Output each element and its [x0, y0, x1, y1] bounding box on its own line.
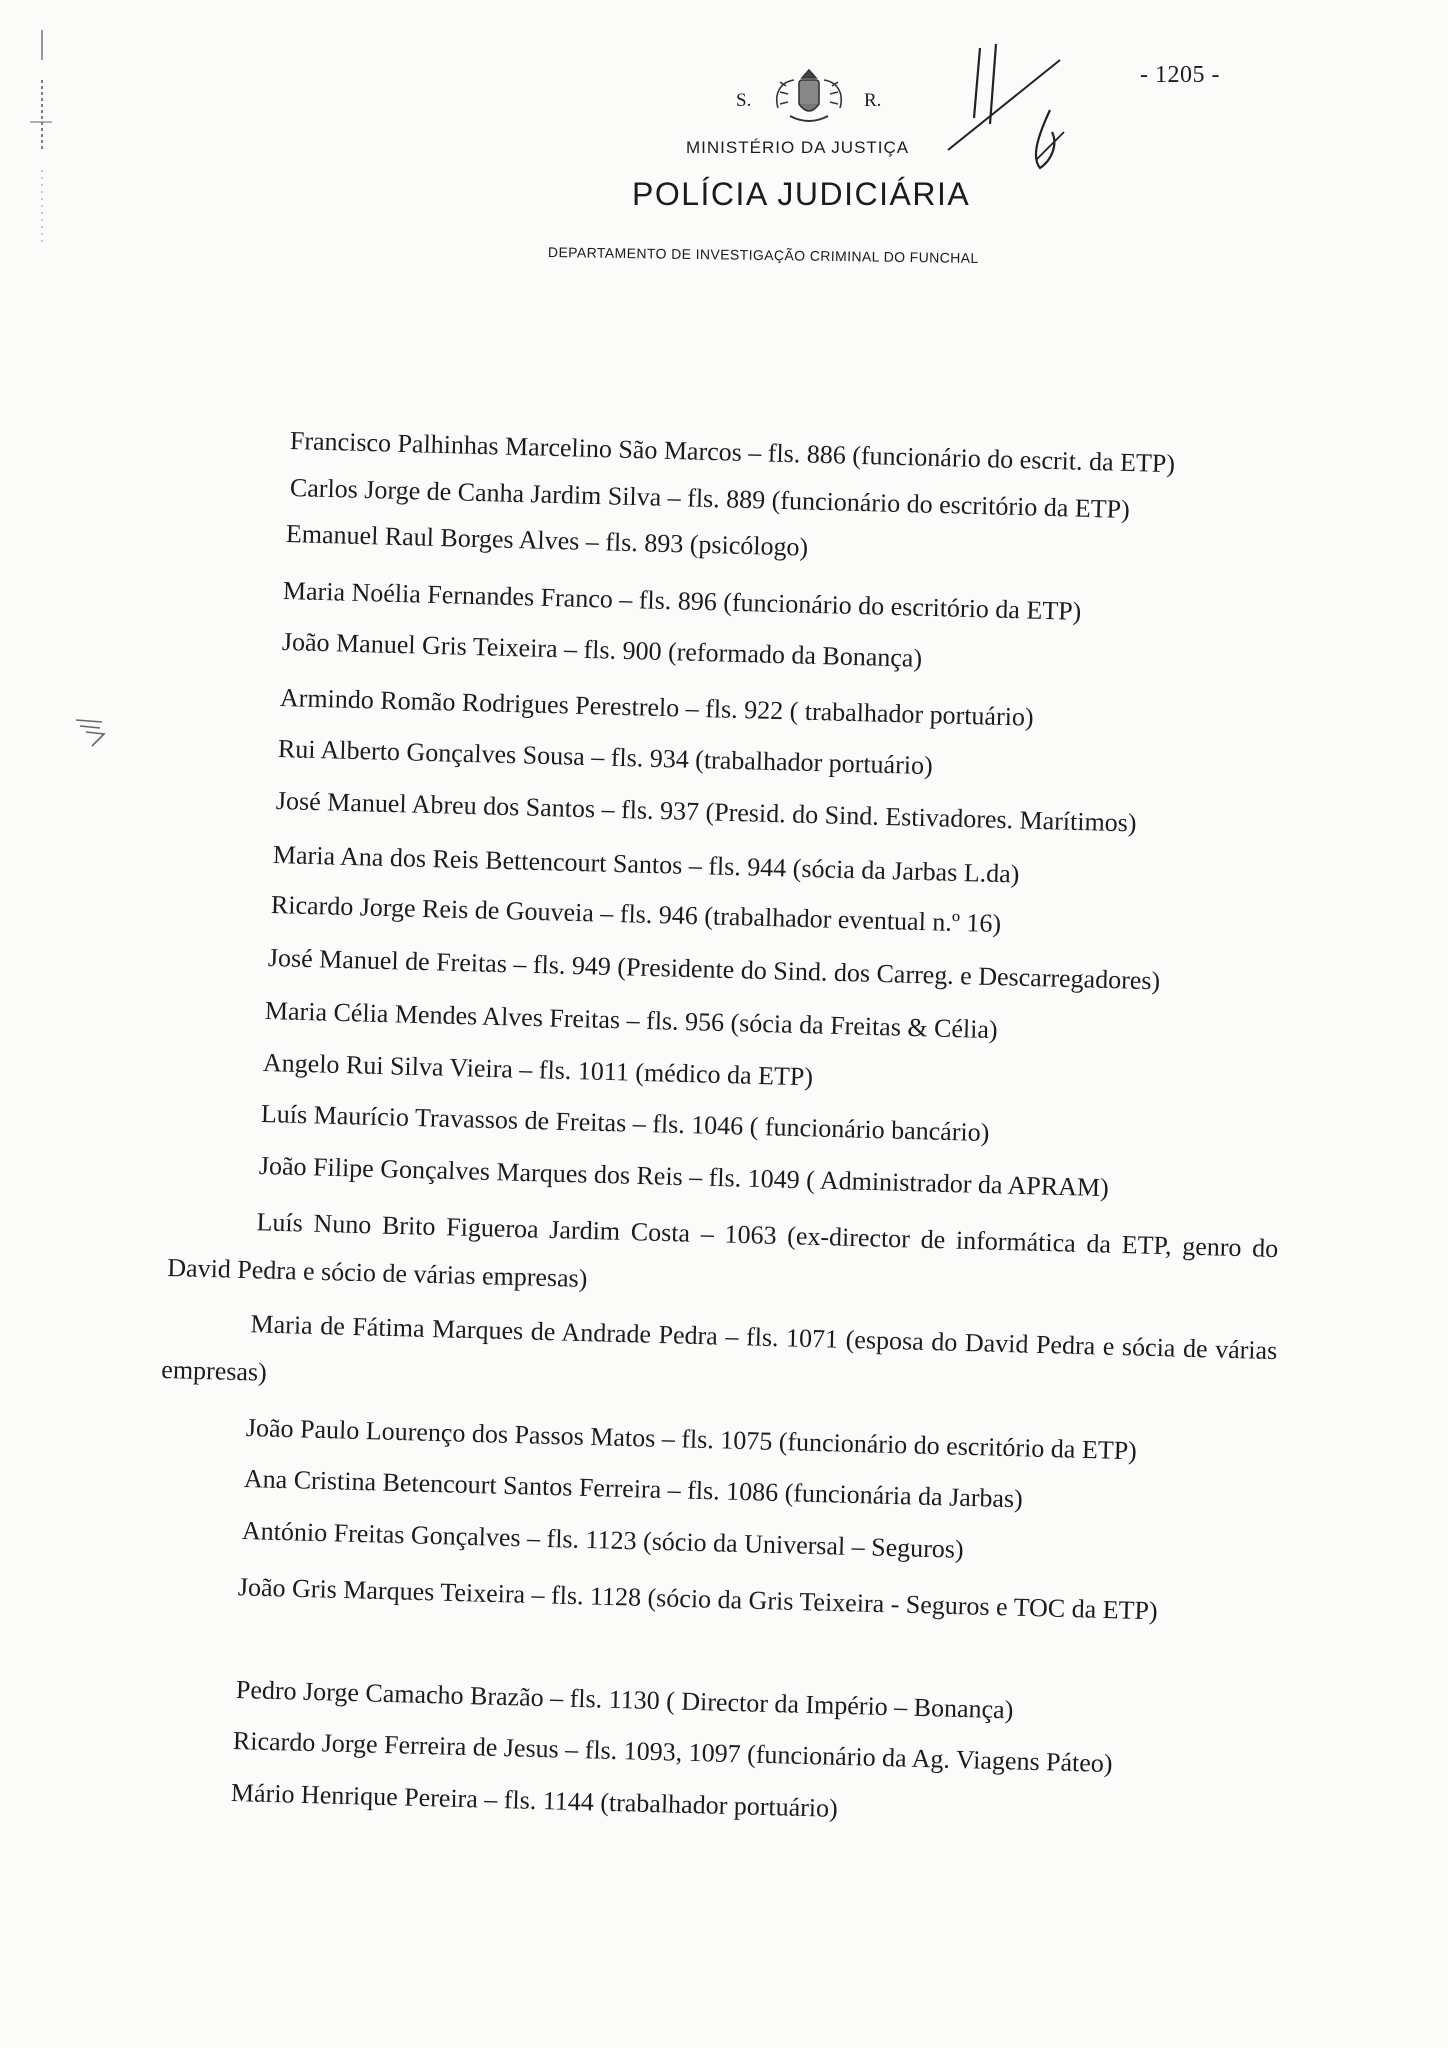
list-item: Maria Ana dos Reis Bettencourt Santos – fls. 944 (sócia da Jarbas L.da): [272, 840, 1020, 889]
ministry-name: MINISTÉRIO DA JUSTIÇA: [686, 138, 910, 157]
department-name: DEPARTAMENTO DE INVESTIGAÇÃO CRIMINAL DO FUNCHAL: [547, 244, 979, 267]
sr-left-letter: S.: [736, 90, 752, 111]
list-item: Pedro Jorge Camacho Brazão – fls. 1130 ( Director da Império – Bonança): [235, 1675, 1014, 1725]
list-item: Francisco Palhinhas Marcelino São Marcos – fls. 886 (funcionário do escrit. da ETP): [289, 426, 1176, 479]
sr-right-letter: R.: [864, 90, 882, 111]
list-item: Armindo Romão Rodrigues Perestrelo – fls. 922 ( trabalhador portuário): [279, 683, 1034, 732]
list-item: José Manuel Abreu dos Santos – fls. 937 (Presid. do Sind. Estivadores. Marítimos): [275, 786, 1137, 838]
list-item: Luís Maurício Travassos de Freitas – fls. 1046 ( funcionário bancário): [260, 1099, 990, 1148]
handwritten-initials: [940, 40, 1090, 180]
list-item: Luís Nuno Brito Figueroa Jardim Costa – 1063 (ex-director de informática da ETP, genro do David Pedra e sócio de várias empresas): [167, 1207, 1279, 1293]
list-item: José Manuel de Freitas – fls. 949 (Presidente do Sind. dos Carreg. e Descarregadores): [267, 943, 1161, 996]
list-item: Ricardo Jorge Reis de Gouveia – fls. 946 (trabalhador eventual n.º 16): [270, 890, 1002, 939]
list-item: Maria Célia Mendes Alves Freitas – fls. 956 (sócia da Freitas & Célia): [264, 996, 999, 1045]
coat-of-arms-icon: [766, 64, 852, 126]
list-item: Rui Alberto Gonçalves Sousa – fls. 934 (trabalhador portuário): [277, 734, 934, 781]
page-number: - 1205 -: [1140, 62, 1220, 88]
list-item: Emanuel Raul Borges Alves – fls. 893 (psicólogo): [285, 519, 809, 562]
side-mark: [72, 712, 112, 752]
list-item: João Gris Marques Teixeira – fls. 1128 (sócio da Gris Teixeira - Seguros e TOC da ETP): [237, 1572, 1158, 1626]
list-item: Maria de Fátima Marques de Andrade Pedra – fls. 1071 (esposa do David Pedra e sócia de várias empresas): [161, 1309, 1278, 1387]
list-item: Ana Cristina Betencourt Santos Ferreira – fls. 1086 (funcionária da Jarbas): [243, 1464, 1024, 1514]
list-item: Carlos Jorge de Canha Jardim Silva – fls. 889 (funcionário do escritório da ETP): [289, 473, 1131, 524]
margin-marks: [28, 20, 68, 260]
list-item: Angelo Rui Silva Vieira – fls. 1011 (médico da ETP): [262, 1048, 814, 1092]
list-item: João Filipe Gonçalves Marques dos Reis – fls. 1049 ( Administrador da APRAM): [258, 1151, 1110, 1203]
list-item: João Paulo Lourenço dos Passos Matos – fls. 1075 (funcionário do escritório da ETP): [245, 1413, 1138, 1466]
list-item: Ricardo Jorge Ferreira de Jesus – fls. 1093, 1097 (funcionário da Ag. Viagens Páteo): [232, 1726, 1113, 1779]
list-item: António Freitas Gonçalves – fls. 1123 (sócio da Universal – Seguros): [241, 1516, 965, 1564]
police-name: POLÍCIA JUDICIÁRIA: [632, 176, 971, 212]
list-item: João Manuel Gris Teixeira – fls. 900 (reformado da Bonança): [281, 627, 923, 673]
list-item: Maria Noélia Fernandes Franco – fls. 896 (funcionário do escritório da ETP): [282, 576, 1082, 626]
sr-line: [728, 60, 898, 130]
list-item: Mário Henrique Pereira – fls. 1144 (trabalhador portuário): [230, 1778, 839, 1823]
